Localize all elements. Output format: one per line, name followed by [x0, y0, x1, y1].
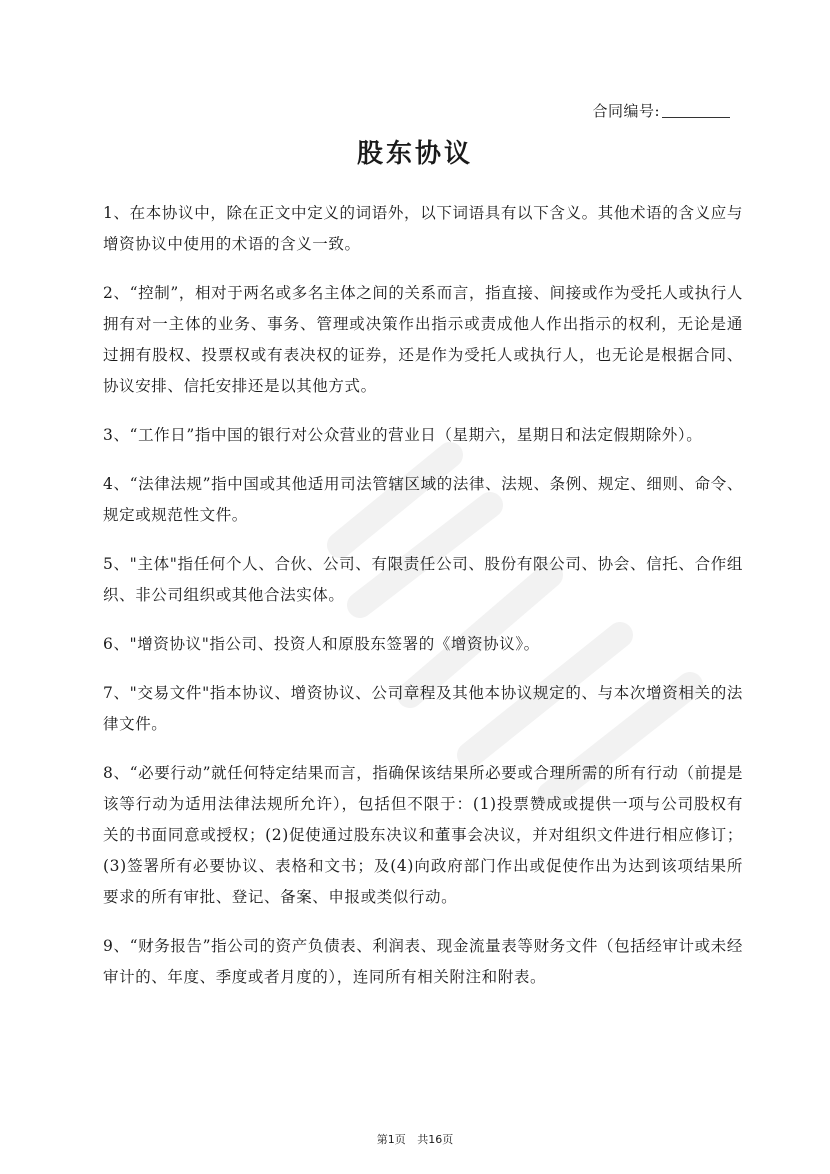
clause-8: 8、“必要行动”就任何特定结果而言，指确保该结果所必要或合理所需的所有行动（前提是该等行动为适用法律法规所允许），包括但不限于：(1)投票赞成或提供一项与公司股权有关的书面同意或授权；(2)促使通过股东决议和董事会决议，并对组织文件进行相应修订；(3)签署所有必要协议、表格和文书；及(4)向政府部门作出或促使作出为达到该项结果所要求的所有审批、登记、备案、申报或类似行动。 — [103, 764, 743, 906]
page-footer — [0, 1131, 830, 1147]
clause-4: 4、“法律法规”指中国或其他适用司法管辖区域的法律、法规、条例、规定、细则、命令、规定或规范性文件。 — [103, 475, 743, 524]
clause-7: 7、"交易文件"指本协议、增资协议、公司章程及其他本协议规定的、与本次增资相关的法律文件。 — [103, 684, 743, 733]
clause-list — [103, 198, 743, 1011]
clause-6: 6、"增资协议"指公司、投资人和原股东签署的《增资协议》。 — [103, 635, 540, 653]
contract-number — [592, 100, 730, 121]
page-title: 股东协议 — [356, 139, 473, 169]
page-total: 共16页 — [417, 1133, 454, 1146]
clause-2: 2、“控制”，相对于两名或多名主体之间的关系而言，指直接、间接或作为受托人或执行人拥有对一主体的业务、事务、管理或决策作出指示或责成他人作出指示的权利，无论是通过拥有股权、投票权或有表决权的证券，还是作为受托人或执行人，也无论是根据合同、协议安排、信托安排还是以其他方式。 — [103, 284, 743, 395]
contract-number-label: 合同编号: — [592, 102, 660, 120]
clause-9: 9、“财务报告”指公司的资产负债表、利润表、现金流量表等财务文件（包括经审计或未经审计的、年度、季度或者月度的），连同所有相关附注和附表。 — [103, 937, 743, 986]
contract-number-blank — [662, 116, 730, 118]
clause-3: 3、“工作日”指中国的银行对公众营业的营业日（星期六，星期日和法定假期除外）。 — [103, 426, 703, 444]
clause-1: 1、在本协议中，除在正文中定义的词语外，以下词语具有以下含义。其他术语的含义应与增资协议中使用的术语的含义一致。 — [103, 204, 743, 253]
clause-5: 5、"主体"指任何个人、合伙、公司、有限责任公司、股份有限公司、协会、信托、合作组织、非公司组织或其他合法实体。 — [103, 555, 743, 604]
page-number: 第1页 — [376, 1133, 406, 1146]
